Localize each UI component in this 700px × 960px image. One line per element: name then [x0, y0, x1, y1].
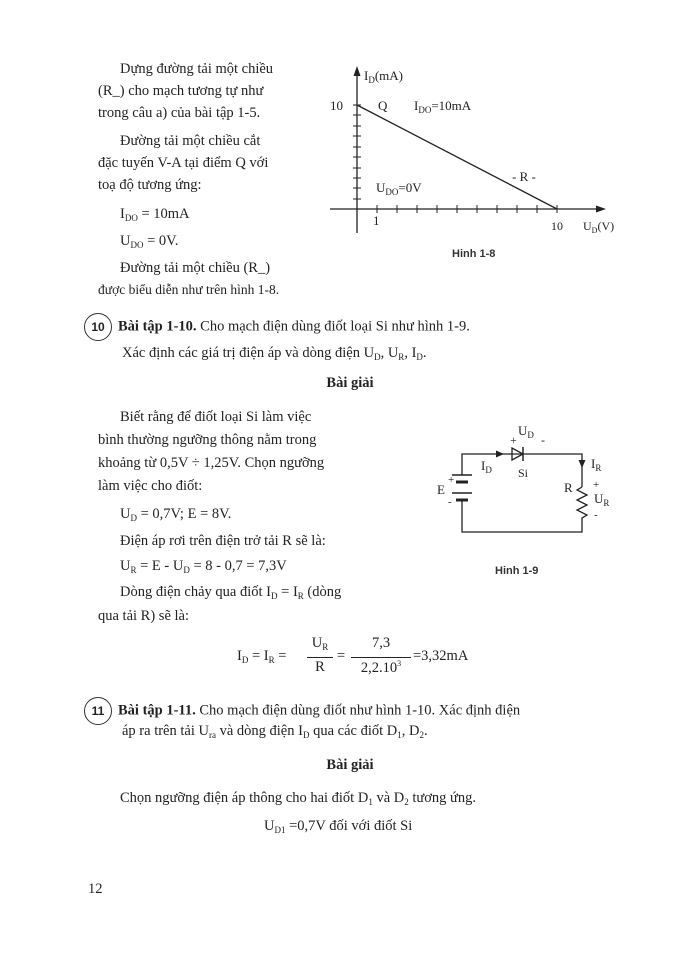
exercise-number-badge-11: 11	[84, 697, 112, 725]
id-label: $I_D$	[481, 458, 492, 475]
fraction-bar-1	[307, 657, 333, 658]
intro-line-8: được biểu diễn như trên hình 1-8.	[98, 282, 280, 297]
sol10-line-3: khoảng từ 0,5V ÷ 1,25V. Chọn ngưỡng	[98, 455, 325, 471]
ud-e-values: $U_D = 0,7V$; E = 8V.	[120, 506, 232, 523]
ido-value: $I_{DO} = 10mA$	[120, 206, 190, 223]
x-tick-10: 10	[551, 219, 563, 233]
sol10-line-4: làm việc cho điốt:	[98, 478, 203, 494]
id-current-arrow	[496, 451, 504, 458]
si-label: Si	[518, 466, 529, 480]
r-load-label: - R -	[512, 169, 536, 184]
e-label: E	[437, 482, 445, 497]
ud1-threshold: $U_{D1} =0,7V$ đối với điốt Si	[264, 818, 413, 835]
intro-line-5: đặc tuyến V-A tại điểm Q với	[98, 155, 269, 171]
battery-minus: -	[448, 496, 452, 508]
ir-label: $I_R$	[591, 456, 602, 473]
current-formula: $I_D = I_R$ = $U_R$ R = 7,3 2,2.10$^3$ =3,32mA	[237, 635, 469, 676]
r-label: R	[564, 480, 573, 495]
diode-si	[505, 447, 530, 461]
diode-plus: +	[510, 433, 517, 447]
diode-minus: -	[541, 433, 545, 447]
udo-note: $U_{DO}=0V$	[376, 180, 422, 197]
ud-label: $U_D$	[518, 423, 534, 440]
figure-1-9-caption: Hinh 1-9	[495, 565, 539, 577]
ido-note: $I_{DO}=10mA$	[414, 98, 472, 115]
sol10-line-5: Điện áp rơi trên điện trở tải R sẽ là:	[120, 533, 326, 549]
intro-line-4: Đường tải một chiều cắt	[120, 133, 261, 149]
intro-line-2: (R_) cho mạch tương tự như	[98, 83, 264, 99]
ur-minus: -	[594, 509, 598, 521]
exercise-number-badge: 10	[84, 313, 112, 341]
resistor-r	[577, 487, 587, 522]
solution-heading-11: Bài giải	[326, 757, 374, 773]
x-axis-label: $U_D(V)$	[583, 219, 615, 235]
page-number: 12	[88, 881, 103, 897]
sol10-line-2: bình thường ngưỡng thông nằm trong	[98, 432, 317, 448]
ur-plus: +	[593, 479, 600, 491]
sol10-line-6: Dòng điện chảy qua điốt $I_D = I_R$ (dòng	[120, 584, 342, 601]
intro-line-3: trong câu a) của bài tập 1-5.	[98, 105, 261, 121]
x-tick-1: 1	[373, 213, 380, 228]
y-axis-label: $I_D(mA)$	[364, 68, 404, 85]
exercise-10-question: Xác định các giá trị điện áp và dòng điện $U_D$, $U_R$, $I_D$.	[122, 345, 427, 362]
intro-line-6: toạ độ tương ứng:	[98, 177, 202, 193]
battery-plus: +	[448, 474, 455, 486]
exercise-11-title: 11 Bài tập 1-11. Cho mạch điện dùng điốt như hình 1-10. Xác định điện	[84, 697, 520, 725]
ur-label: $U_R$	[594, 491, 610, 508]
ir-current-arrow	[579, 460, 586, 468]
circuit-wire-2	[530, 454, 582, 487]
battery-e	[452, 475, 472, 505]
udo-value: $U_{DO} = 0V$.	[120, 233, 179, 250]
sol10-line-7: qua tải R) sẽ là:	[98, 608, 190, 624]
exercise-11-line-2: áp ra trên tải $U_{ra}$ và dòng điện $I_D$ qua các điốt $D_1$, $D_2$.	[122, 723, 428, 740]
fraction-bar-2	[351, 657, 411, 658]
q-point-label: Q	[378, 98, 388, 113]
exercise-10-title: 10 Bài tập 1-10. Cho mạch điện dùng điốt loại Si như hình 1-9.	[84, 313, 470, 341]
solution-heading-10: Bài giải	[326, 375, 374, 391]
intro-line-1: Dựng đường tải một chiều	[120, 61, 274, 77]
y-tick-10: 10	[330, 98, 343, 113]
circuit-wire-3	[462, 505, 582, 532]
ur-equation: $U_R = E - U_D = 8 - 0,7 = 7,3V$	[120, 558, 287, 575]
figure-1-8-caption: Hinh 1-8	[452, 248, 496, 260]
sol10-line-1: Biết rằng để điốt loại Si làm việc	[120, 409, 312, 425]
intro-line-7: Đường tải một chiều (R_)	[120, 260, 271, 276]
sol11-line-1: Chọn ngưỡng điện áp thông cho hai điốt $D_1$ và $D_2$ tương ứng.	[120, 790, 477, 807]
